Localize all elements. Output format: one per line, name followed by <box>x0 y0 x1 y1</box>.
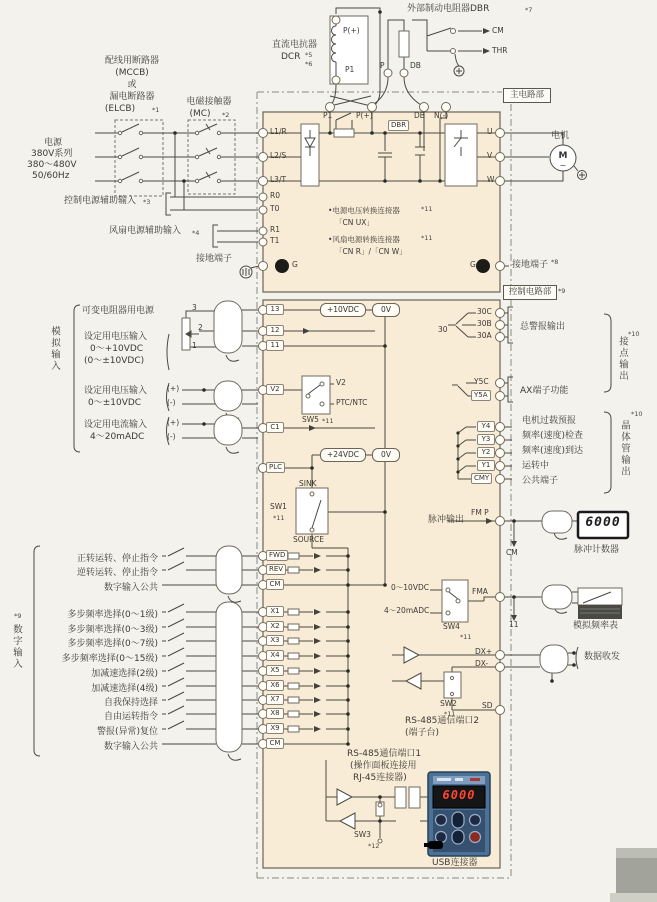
sw3-label: SW3 <box>354 830 371 839</box>
digital-fwd-label: 正转运转、停止指令 <box>76 554 158 564</box>
digital-common1-label: 数字输入公共 <box>103 583 158 593</box>
term-t1: T1 <box>270 236 280 245</box>
transistor-output-note: *10 <box>631 410 643 418</box>
ct-11: 11 <box>266 340 284 351</box>
sw4-label: SW4 <box>443 622 460 631</box>
tr-label5: 公共端子 <box>522 476 559 486</box>
ct-x2: X2 <box>266 621 284 632</box>
term-cmy: CMY <box>471 473 492 484</box>
digital-x8-label: 自由运转指令 <box>103 712 158 722</box>
term-p1: P1 <box>323 111 333 120</box>
dbr-name: 外部制动电阻器DBR <box>407 4 490 14</box>
digital-group-label: 数字输入 <box>11 624 22 670</box>
source-voltage: 380〜480V <box>27 160 77 170</box>
ct-13: 13 <box>266 304 284 315</box>
ct-fwd: FWD <box>266 550 288 561</box>
tr-label2: 频率(速度)检查 <box>522 431 584 441</box>
analog-group-label: 模拟输入 <box>49 326 60 372</box>
v1-range: 0〜+10VDC <box>90 344 144 354</box>
data-txrx-label: 数据收发 <box>584 652 621 662</box>
term-n: N(-) <box>434 111 449 120</box>
sw1-note: *11 <box>273 514 285 522</box>
rs485-port2-label: RS-485通信端口2 <box>405 716 480 726</box>
fma-voltage-label: 0〜10VDC <box>391 583 429 592</box>
term-r0: R0 <box>270 191 280 200</box>
watermark-block <box>610 848 657 902</box>
term-y5c: Y5C <box>474 377 489 386</box>
dbr-cm: CM <box>492 26 504 35</box>
source-label: 电源 <box>44 138 63 148</box>
connector-a-label: •电源电压转换连接器 <box>328 206 400 215</box>
contactor-line2: (MC) <box>189 109 211 119</box>
sw1-label: SW1 <box>270 502 287 511</box>
connector-b-note: *11 <box>421 234 433 242</box>
term-30c: 30C <box>477 307 492 316</box>
digital-x6-label: 加减速选择(4级) <box>91 684 158 694</box>
c1-range: 4〜20mADC <box>90 432 145 442</box>
digital-x9-label: 警报(异常)复位 <box>96 727 158 737</box>
control-aux-note: *3 <box>143 198 151 206</box>
pot-supply-label: 可变电阻器用电源 <box>82 306 155 316</box>
dbr-thr: THR <box>492 46 508 55</box>
dcr-name: 直流电抗器 <box>272 40 318 50</box>
source-series: 380V系列 <box>31 149 73 159</box>
source-frequency: 50/60Hz <box>32 171 70 181</box>
sw5-note: *11 <box>322 417 334 425</box>
term-30b: 30B <box>477 319 492 328</box>
pot-pin1: 1 <box>192 341 197 350</box>
term-y3: Y3 <box>477 434 495 445</box>
ct-x7: X7 <box>266 694 284 705</box>
term-l2s: L2/S <box>270 151 287 160</box>
term-y2: Y2 <box>477 447 495 458</box>
connector-a-note: *11 <box>421 205 433 213</box>
term-30a: 30A <box>477 331 492 340</box>
main-circuit-tag: 主电路部 <box>503 88 551 103</box>
connector-b-name: 「CN R」/「CN W」 <box>335 247 407 256</box>
ct-x4: X4 <box>266 650 284 661</box>
pulse-counter-digits: 6000 <box>585 515 621 530</box>
breaker-line5: (ELCB) <box>104 104 136 114</box>
usb-connector-label: USB连接器 <box>432 858 478 868</box>
digital-rev-label: 逆转运转、停止指令 <box>76 568 158 578</box>
ax-function-label: AX端子功能 <box>520 386 569 396</box>
ct-v2: V2 <box>266 384 284 395</box>
c1-plus: (+) <box>167 418 180 427</box>
ct-x3: X3 <box>266 635 284 646</box>
breaker-line2: (MCCB) <box>115 68 149 78</box>
term-v: V <box>487 151 493 160</box>
breaker-line4: 漏电断路器 <box>109 92 155 102</box>
freq-meter-label: 模拟频率表 <box>573 621 619 631</box>
ct-x9: X9 <box>266 723 284 734</box>
term-u: U <box>487 127 493 136</box>
term-y1: Y1 <box>477 460 495 471</box>
term-y5a: Y5A <box>471 390 491 401</box>
digital-x5-label: 加减速选择(2级) <box>91 669 158 679</box>
ct-x1: X1 <box>266 606 284 617</box>
rs485-port1-label: RS-485通信端口1 <box>347 749 422 759</box>
digital-x2-label: 多步频率选择(0〜3级) <box>67 625 158 635</box>
digital-x7-label: 自我保持选择 <box>103 698 158 708</box>
dcr-p1: P1 <box>345 65 355 74</box>
ct-cm2: CM <box>266 738 284 749</box>
keypad <box>424 772 490 856</box>
term-y4: Y4 <box>477 421 495 432</box>
relay-coil-label: 30 <box>438 325 448 334</box>
sw5-pos-v2: V2 <box>336 378 346 387</box>
ground-right-note: *8 <box>551 258 559 266</box>
v2-range: 0〜±10VDC <box>88 398 142 408</box>
dbr-note: *7 <box>525 6 533 14</box>
c1-label: 设定用电流输入 <box>84 420 148 430</box>
transistor-output-group: 晶体管输出 <box>619 420 630 478</box>
tr-label3: 频率(速度)到达 <box>522 446 584 456</box>
sw5-label: SW5 <box>302 415 319 424</box>
ct-12: 12 <box>266 325 284 336</box>
term-l1r: L1/R <box>270 127 287 136</box>
pot-pin3: 3 <box>192 303 197 312</box>
term-dx-minus: DX- <box>475 659 489 668</box>
pulse-output-label: 脉冲输出 <box>428 515 465 525</box>
contact-output-note: *10 <box>628 330 640 338</box>
sink-label: SINK <box>299 479 317 488</box>
dcr-p-plus: P(+) <box>343 26 360 35</box>
alarm-output-label: 总警报输出 <box>520 322 566 332</box>
ct-cm: CM <box>266 579 284 590</box>
term-t0: T0 <box>270 204 280 213</box>
term-fmp: FM P <box>471 508 489 517</box>
ground-left-label: 接地端子 <box>196 254 233 264</box>
ct-x6: X6 <box>266 680 284 691</box>
dbr-internal-tag: DBR <box>388 120 409 131</box>
sw2-label: SW2 <box>440 699 457 708</box>
dbr-db: DB <box>410 61 421 70</box>
term-l3t: L3/T <box>270 175 287 184</box>
fan-aux-note: *4 <box>192 229 200 237</box>
rs485-port1-sub1: (操作面板连接用 <box>350 761 417 771</box>
contact-output-group: 接点输出 <box>617 336 628 382</box>
sw3-note: *12 <box>368 842 380 850</box>
fma-current-label: 4〜20mADC <box>384 606 430 615</box>
term-sd: SD <box>482 701 493 710</box>
tr-label1: 电机过载预报 <box>522 416 577 426</box>
c1-minus: (-) <box>167 432 176 441</box>
dbr-p: P <box>380 61 385 70</box>
term-db: DB <box>414 111 425 120</box>
breaker-line1: 配线用断路器 <box>104 56 159 66</box>
control-circuit-tag: 控制电路部 <box>503 285 557 300</box>
g-right-label: G <box>470 260 476 269</box>
motor-wave-icon: ~ <box>559 161 567 170</box>
ct-rev: REV <box>266 564 286 575</box>
term-w: W <box>487 175 495 184</box>
connector-a-name: 「CN UX」 <box>335 218 374 227</box>
tag-24vdc: +24VDC <box>320 448 366 462</box>
v2-minus: (-) <box>167 398 176 407</box>
ct-x8: X8 <box>266 708 284 719</box>
contactor-line1: 电磁接触器 <box>186 97 232 107</box>
rs485-port2-sub: (端子台) <box>405 728 440 738</box>
pulse-counter-label: 脉冲计数器 <box>574 545 620 555</box>
pulse-cm-label: CM <box>506 548 518 557</box>
dcr-note1: *5 <box>305 51 313 59</box>
control-aux-label: 控制电源辅助输入 <box>64 196 137 206</box>
motor-label: 电机 <box>551 131 570 141</box>
motor-m-icon: M <box>558 151 568 161</box>
g-left-label: G <box>292 260 298 269</box>
digital-x3-label: 多步频率选择(0〜7级) <box>67 639 158 649</box>
sw5-pos-ptc: PTC/NTC <box>336 398 368 407</box>
analog-meter-icon <box>578 588 622 619</box>
keypad-display-digits: 6000 <box>442 788 476 802</box>
v1-label: 设定用电压输入 <box>84 332 148 342</box>
ct-plc: PLC <box>266 462 285 473</box>
connector-b-label: •风扇电源转换连接器 <box>328 235 400 244</box>
contactor-note: *2 <box>222 111 230 119</box>
term-dx-plus: DX+ <box>475 647 493 656</box>
sw2-note: *11 <box>444 710 456 718</box>
digital-x1-label: 多步频率选择(0〜1级) <box>67 610 158 620</box>
sw4-note: *11 <box>460 633 472 641</box>
ground-right-label: 接地端子 <box>512 260 549 270</box>
digital-common2-label: 数字输入公共 <box>103 742 158 752</box>
term-fma: FMA <box>472 587 488 596</box>
breaker-note: *1 <box>152 106 160 114</box>
dcr-abbr: DCR <box>281 52 301 62</box>
pot-pin2: 2 <box>198 323 203 332</box>
digital-group-note: *9 <box>14 612 22 620</box>
ct-x5: X5 <box>266 665 284 676</box>
term-r1: R1 <box>270 225 280 234</box>
breaker-line3: 或 <box>127 80 137 90</box>
digital-x4-label: 多步频率选择(0〜15级) <box>61 654 158 664</box>
v2-plus: (+) <box>167 384 180 393</box>
tag-10vdc: +10VDC <box>320 303 366 317</box>
ct-c1: C1 <box>266 422 284 433</box>
v1-range2: (0〜±10VDC) <box>84 356 145 366</box>
control-circuit-note: *9 <box>558 287 566 295</box>
v2-label: 设定用电压输入 <box>84 386 148 396</box>
source-sw-label: SOURCE <box>293 535 324 544</box>
term-p-plus: P(+) <box>356 111 373 120</box>
tr-label4: 运转中 <box>522 461 550 471</box>
rs485-port1-sub2: RJ-45连接器) <box>353 773 407 783</box>
fan-aux-label: 风扇电源辅助输入 <box>109 226 182 236</box>
tag-0v-1: 0V <box>372 303 400 317</box>
dcr-note2: *6 <box>305 60 313 68</box>
fma-11-label: 11 <box>509 620 519 629</box>
tag-0v-2: 0V <box>372 448 400 462</box>
